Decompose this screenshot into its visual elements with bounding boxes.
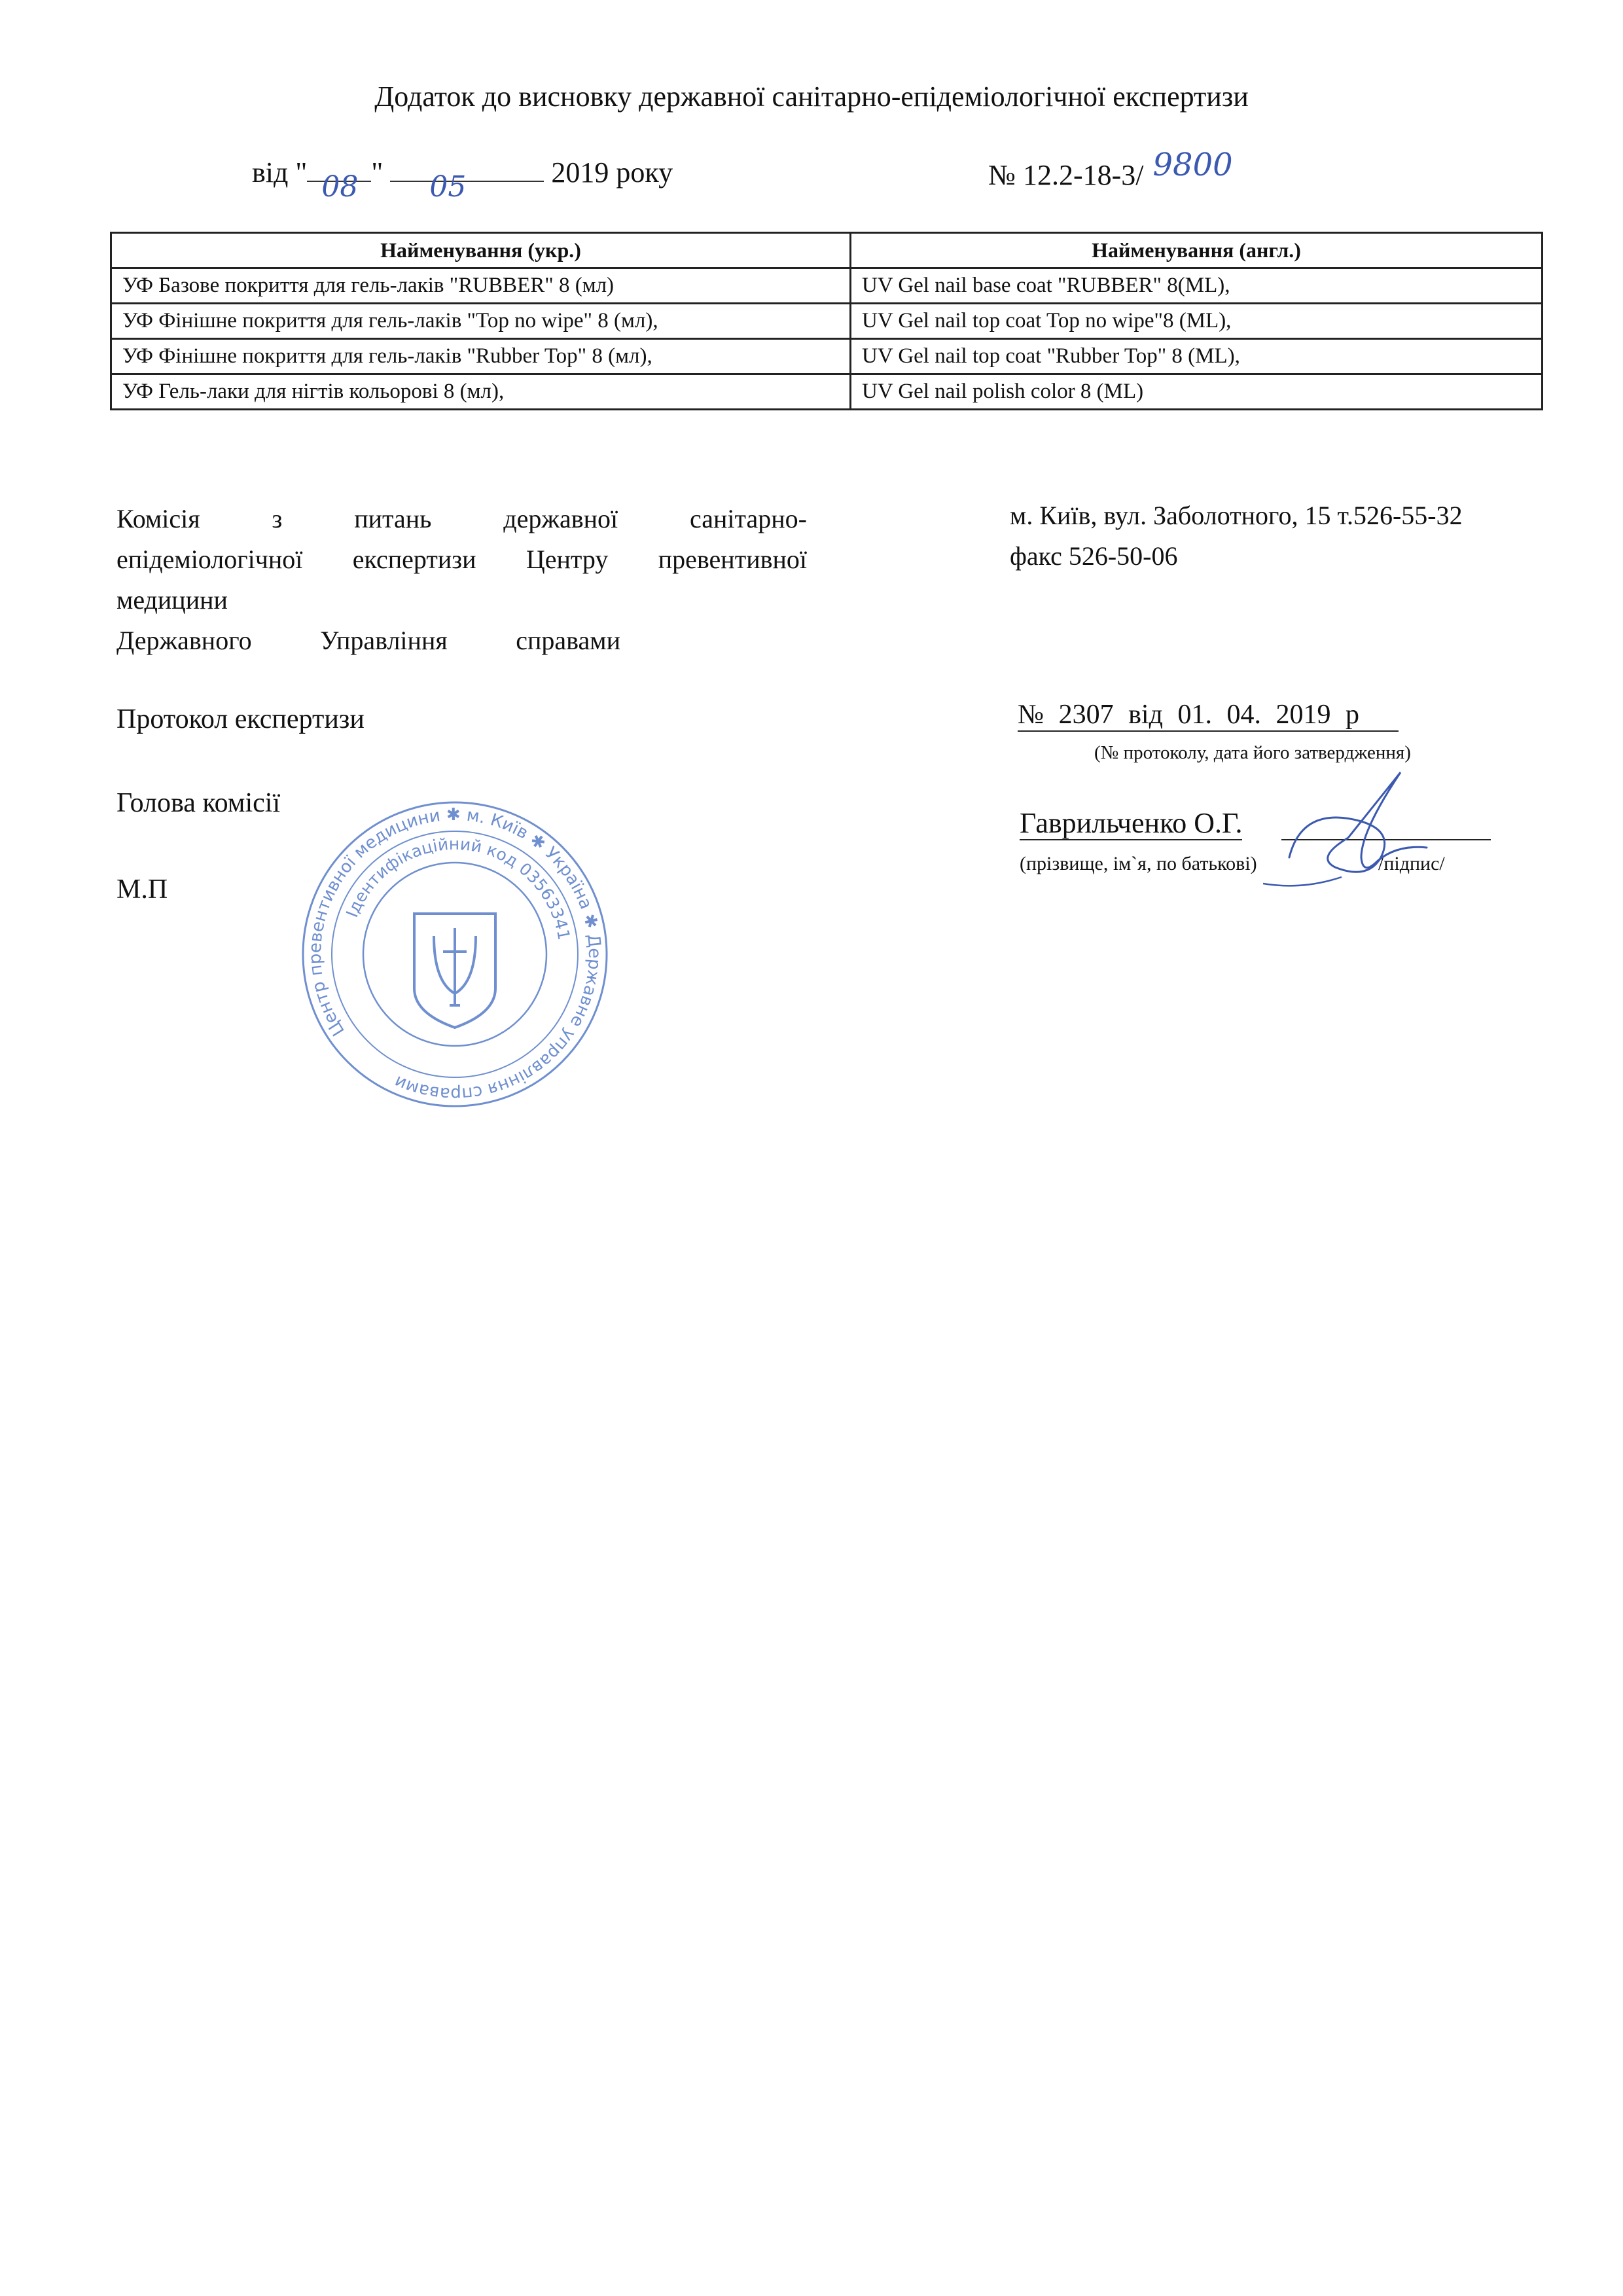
table-cell: UV Gel nail polish color 8 (ML) xyxy=(851,374,1543,410)
conclusion-number xyxy=(988,147,1233,192)
address-block xyxy=(1010,495,1543,577)
table-row xyxy=(111,374,1543,410)
caption-sign: /підпис/ xyxy=(1378,853,1445,874)
commission-line-1 xyxy=(116,499,807,539)
head-caption xyxy=(1020,853,1445,875)
number-handwritten: 9800 xyxy=(1152,147,1233,183)
head-name-text: Гаврильченко О.Г. xyxy=(1020,807,1243,839)
commission-block xyxy=(116,499,807,661)
day-handwritten: 08 xyxy=(321,170,359,204)
date-mid: " xyxy=(371,156,383,188)
date-line xyxy=(252,156,673,204)
commission-line-2 xyxy=(116,539,807,580)
month-field xyxy=(390,170,544,204)
products-table xyxy=(110,232,1543,410)
table-cell: УФ Фінішне покриття для гель-лаків "Rubber Top" 8 (мл), xyxy=(111,339,851,374)
table-cell: УФ Базове покриття для гель-лаків "RUBBER" 8 (мл) xyxy=(111,268,851,304)
date-prefix: від " xyxy=(252,156,308,188)
commission-word: державної санітарно- xyxy=(503,504,807,533)
trident-emblem-icon xyxy=(414,914,495,1028)
commission-word: з xyxy=(272,504,283,533)
table-cell: UV Gel nail base coat "RUBBER" 8(ML), xyxy=(851,268,1543,304)
commission-word: епідеміологічної xyxy=(116,545,303,574)
commission-word: Управління xyxy=(320,626,448,655)
signature-icon xyxy=(1263,759,1446,903)
table-header-row xyxy=(111,233,1543,268)
protocol-label: Протокол експертизи xyxy=(116,704,365,734)
commission-line-4 xyxy=(116,620,620,661)
column-header-ukr: Найменування (укр.) xyxy=(111,233,851,268)
table-row xyxy=(111,339,1543,374)
address-line: м. Київ, вул. Заболотного, 15 т.526-55-32 xyxy=(1010,501,1463,530)
seal-inner-text: Ідентифікаційний код 03563341 xyxy=(342,834,574,942)
table-cell: UV Gel nail top coat "Rubber Top" 8 (ML), xyxy=(851,339,1543,374)
protocol-caption: (№ протоколу, дата його затвердження) xyxy=(1094,742,1411,763)
table-cell: УФ Гель-лаки для нігтів кольорові 8 (мл), xyxy=(111,374,851,410)
table-row xyxy=(111,304,1543,339)
protocol-number-text: № 2307 від 01. 04. 2019 р xyxy=(1018,699,1399,732)
seal-outer-text: Центр превентивної медицини ✱ м. Київ ✱ Україна ✱ Державне управління справами xyxy=(305,804,605,1104)
year-suffix: 2019 року xyxy=(551,156,673,188)
table-cell: UV Gel nail top coat Top no wipe"8 (ML), xyxy=(851,304,1543,339)
document-title: Додаток до висновку державної санітарно-епідеміологічної експертизи xyxy=(374,81,1249,113)
day-field xyxy=(307,170,371,204)
commission-word: превентивної xyxy=(658,545,807,574)
number-printed: № 12.2-18-3/ xyxy=(988,159,1144,191)
column-header-eng: Найменування (англ.) xyxy=(851,233,1543,268)
stamp-label: М.П xyxy=(116,874,168,905)
commission-word: експертизи Центру xyxy=(352,545,609,574)
table-cell: УФ Фінішне покриття для гель-лаків "Top no wipe" 8 (мл), xyxy=(111,304,851,339)
commission-word: справами xyxy=(516,626,621,655)
table-row xyxy=(111,268,1543,304)
caption-name: (прізвище, ім`я, по батькові) xyxy=(1020,853,1257,874)
commission-line-3: медицини xyxy=(116,585,228,615)
month-handwritten: 05 xyxy=(429,170,467,204)
commission-word: питань xyxy=(354,504,432,533)
protocol-number xyxy=(1018,699,1399,732)
commission-word: Комісія xyxy=(116,504,200,533)
official-seal xyxy=(298,797,612,1111)
head-label: Голова комісії xyxy=(116,788,281,818)
commission-word: Державного xyxy=(116,626,252,655)
fax-line: факс 526-50-06 xyxy=(1010,541,1178,571)
head-name xyxy=(1020,806,1242,840)
